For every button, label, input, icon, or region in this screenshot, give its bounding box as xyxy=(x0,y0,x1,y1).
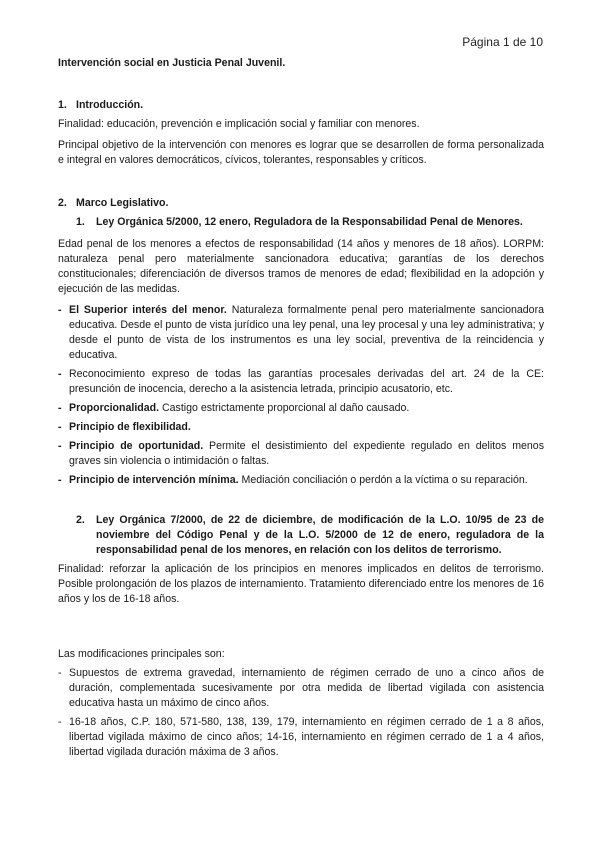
paragraph: Finalidad: reforzar la aplicación de los principios en menores implicados en delitos de terrorismo. Posible prolongación de los plazos de internamiento. Tratamiento diferenciado entre los menores de 16 años y los de 16-18 años. xyxy=(58,563,544,605)
paragraph: Edad penal de los menores a efectos de responsabilidad (14 años y menores de 18 años). LORPM: naturaleza penal pero materialmente sancionadora educativa; garantías de los derechos constitucionales; diferenciación de diversos tramos de menores de edad; flexibilidad en la adopción y ejecución de las medidas. xyxy=(58,238,544,295)
section-title: Marco Legislativo. xyxy=(76,197,169,209)
subsection-title: Ley Orgánica 7/2000, de 22 de diciembre, de modificación de la L.O. 10/95 de 23 de noviembre del Código Penal y de la L.O. 5/2000 de 12 de enero, reguladora de la responsabilidad penal de los menores, en relación con los delitos de terrorismo. xyxy=(96,514,544,556)
list-item-text: Permite el desistimiento del expediente regulado en delitos menos graves sin violencia o intimidación o faltas. xyxy=(69,440,544,467)
modifications-list xyxy=(58,666,544,760)
list-item xyxy=(58,303,544,363)
list-item-text: Mediación conciliación o perdón a la víctima o su reparación. xyxy=(238,474,528,486)
list-item xyxy=(58,473,544,488)
paragraph: Principal objetivo de la intervención con menores es lograr que se desarrollen de forma personalizada e integral en valores democráticos, cívicos, tolerantes, responsables y críticos. xyxy=(58,139,544,166)
paragraph: Finalidad: educación, prevención e implicación social y familiar con menores. xyxy=(58,118,420,130)
list-item-bold: El Superior interés del menor. xyxy=(69,304,227,316)
subsection-title: Ley Orgánica 5/2000, 12 enero, Reguladora de la Responsabilidad Penal de Menores. xyxy=(96,216,523,228)
list-item-text: Castigo estrictamente proporcional al daño causado. xyxy=(159,402,410,414)
section-number: 2. xyxy=(58,197,67,209)
section-1-heading xyxy=(58,98,544,113)
document-title: Intervención social en Justicia Penal Juvenil. xyxy=(58,57,286,69)
section-number: 1. xyxy=(58,99,67,111)
principles-list xyxy=(58,303,544,488)
list-item-bold: Principio de intervención mínima. xyxy=(69,474,239,486)
list-item: - Supuestos de extrema gravedad, internamiento de régimen cerrado de uno a cinco años de duración, complementada sucesivamente por otra medida de libertad vigilada con asistencia educativa hasta un máximo de cinco años. xyxy=(58,666,544,711)
list-item-bold: Principio de oportunidad. xyxy=(69,440,204,452)
list-item xyxy=(58,401,544,416)
document-body xyxy=(58,56,544,764)
page-number: Página 1 de 10 xyxy=(462,35,543,49)
subsection-number: 2. xyxy=(76,514,85,526)
subsection-number: 1. xyxy=(76,216,85,228)
modifications-label: Las modificaciones principales son: xyxy=(58,648,225,660)
law-2-heading xyxy=(76,513,544,558)
section-title: Introducción. xyxy=(76,99,144,111)
list-item xyxy=(58,420,544,435)
list-item-text: Reconocimiento expreso de todas las garantías procesales derivadas del art. 24 de la CE: presunción de inocencia, derecho a la asistencia letrada, principio acusatorio, etc. xyxy=(69,368,544,395)
law-1-heading xyxy=(76,215,544,230)
list-item: - 16-18 años, C.P. 180, 571-580, 138, 139, 179, internamiento en régimen cerrado de 1 a 8 años, libertad vigilada máximo de cinco años; 14-16, internamiento en régimen cerrado de 1 a 4 años, libertad vigilada duración máxima de 3 años. xyxy=(58,715,544,760)
list-item xyxy=(58,439,544,469)
list-item xyxy=(58,367,544,397)
list-item-bold: Principio de flexibilidad. xyxy=(69,421,191,433)
list-item-bold: Proporcionalidad. xyxy=(69,402,160,414)
list-item-text: Naturaleza formalmente penal pero materialmente sancionadora educativa. Desde el punto de vista jurídico una ley penal, una ley procesal y una ley administrativa; y desde el punto de vista de los instrumentos es una ley social, preventiva de la reincidencia y educativa. xyxy=(69,304,544,361)
section-2-heading xyxy=(58,196,544,211)
